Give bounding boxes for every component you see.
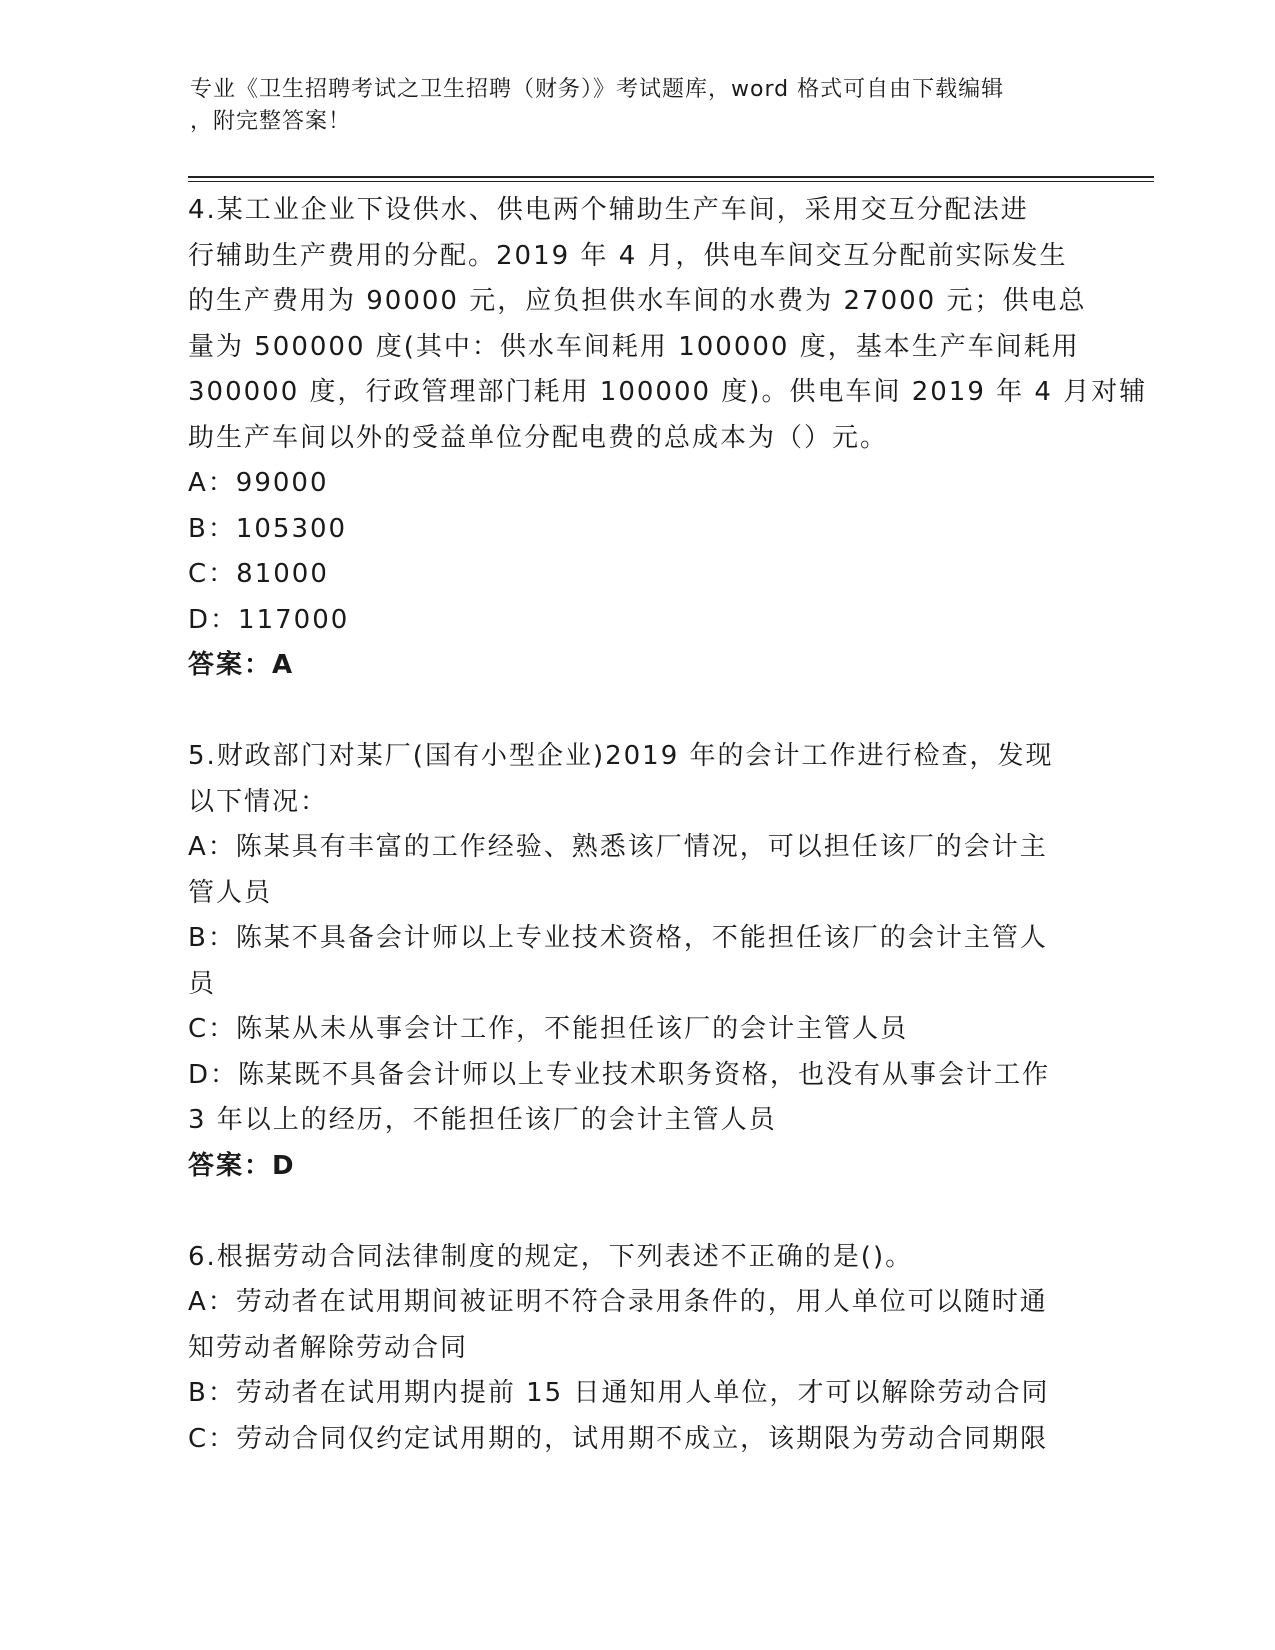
option-line: 3 年以上的经历，不能担任该厂的会计主管人员 xyxy=(188,1105,777,1135)
question-block xyxy=(188,1235,1088,1463)
option-line: A：陈某具有丰富的工作经验、熟悉该厂情况，可以担任该厂的会计主 xyxy=(188,832,1048,862)
question-list xyxy=(188,188,1148,1462)
page-header xyxy=(190,74,1070,138)
question-stem-line: 量为 500000 度(其中：供水车间耗用 100000 度，基本生产车间耗用 xyxy=(188,331,1080,362)
option-line: C：陈某从未从事会计工作，不能担任该厂的会计主管人员 xyxy=(188,1014,909,1044)
question-stem-line: 的生产费用为 90000 元，应负担供水车间的水费为 27000 元；供电总 xyxy=(188,286,1087,316)
question-stem-line: 助生产车间以外的受益单位分配电费的总成本为（）元。 xyxy=(188,422,889,453)
option-line: A：劳动者在试用期间被证明不符合录用条件的，用人单位可以随时通 xyxy=(188,1287,1048,1317)
answer-line: 答案：A xyxy=(188,650,295,680)
question-block xyxy=(188,734,1088,1235)
question-stem-line: 以下情况： xyxy=(188,786,329,817)
answer-line: 答案：D xyxy=(188,1150,296,1181)
question-spacer xyxy=(188,689,1088,735)
option-line: 员 xyxy=(188,968,217,999)
question-stem-line: 行辅助生产费用的分配。2019 年 4 月，供电车间交互分配前实际发生 xyxy=(188,240,1068,271)
question-stem-line: 300000 度，行政管理部门耗用 100000 度)。供电车间 2019 年 4 月对辅 xyxy=(188,377,1148,407)
question-block xyxy=(188,188,1148,734)
option-line: B：陈某不具备会计师以上专业技术资格，不能担任该厂的会计主管人 xyxy=(188,923,1048,953)
option-line: 知劳动者解除劳动合同 xyxy=(188,1332,469,1363)
question-stem-line: 4.某工业企业下设供水、供电两个辅助生产车间，采用交互分配法进 xyxy=(188,195,1029,225)
header-rule-thick xyxy=(188,176,1154,178)
option-line: B：105300 xyxy=(188,513,348,544)
question-stem-line: 5.财政部门对某厂(国有小型企业)2019 年的会计工作进行检查，发现 xyxy=(188,741,1054,771)
option-line: D：陈某既不具备会计师以上专业技术职务资格，也没有从事会计工作 xyxy=(188,1059,1051,1090)
option-line: B：劳动者在试用期内提前 15 日通知用人单位，才可以解除劳动合同 xyxy=(188,1378,1050,1408)
header-line-1: 专业《卫生招聘考试之卫生招聘（财务）》考试题库，word 格式可自由下载编辑 xyxy=(190,77,1005,102)
question-spacer xyxy=(188,1189,1088,1235)
header-line-2: ，附完整答案！ xyxy=(190,109,352,134)
header-rule-thin xyxy=(188,181,1154,182)
option-line: A：99000 xyxy=(188,468,329,498)
option-line: D：117000 xyxy=(188,604,350,635)
option-line: 管人员 xyxy=(188,877,273,908)
question-stem-line: 6.根据劳动合同法律制度的规定，下列表述不正确的是()。 xyxy=(188,1241,914,1272)
option-line: C：劳动合同仅约定试用期的，试用期不成立，该期限为劳动合同期限 xyxy=(188,1423,1049,1454)
option-line: C：81000 xyxy=(188,559,329,589)
